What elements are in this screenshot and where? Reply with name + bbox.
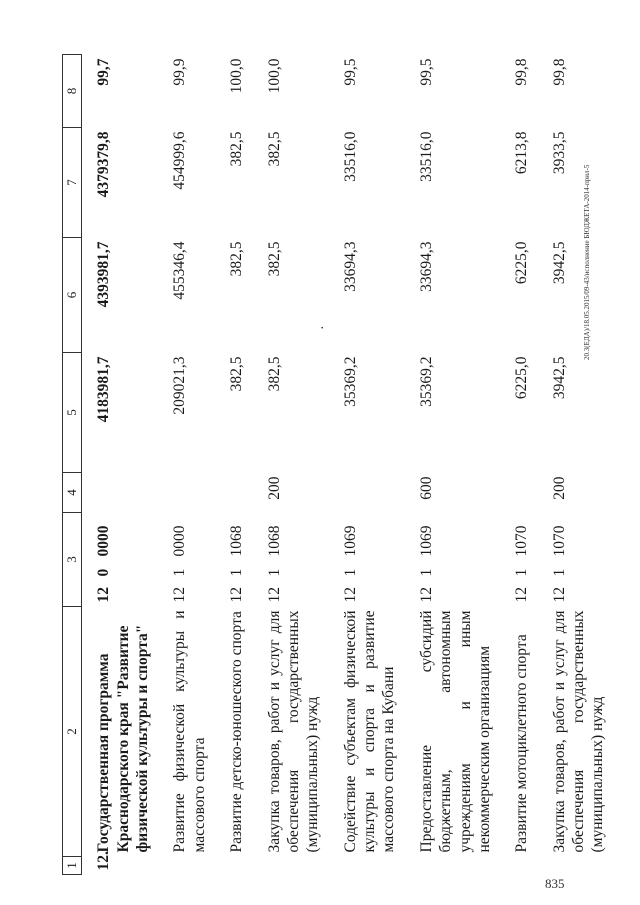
row-number: [253, 857, 329, 875]
row-value-5: 382,5: [228, 356, 246, 392]
row-value-6: 3942,5: [550, 241, 568, 285]
row-name: Содействие субъектам физической культуры и спорта и развитие массового спорта на Кубани: [341, 610, 398, 853]
row-code-d: [215, 472, 252, 512]
row-code-c: 1070: [513, 525, 531, 557]
colnum-6: 6: [63, 237, 82, 352]
row-value-7: 454999,6: [171, 131, 189, 190]
row-value-8: 99,8: [550, 58, 568, 86]
row-value-5: 35369,2: [417, 356, 435, 407]
colnum-5: 5: [63, 352, 82, 472]
table-row: [538, 54, 614, 874]
row-value-6: 382,5: [228, 241, 246, 277]
row-code-d: [82, 472, 159, 512]
row-name: Развитие физической культуры и массового спорта: [171, 610, 208, 853]
row-value-8: 99,5: [341, 58, 359, 86]
footer-file-code: 20.3(ЕДА)/18.05.2015/09-43/исполнение БЮДЖЕТА-2014-прил-5: [583, 164, 591, 360]
column-number-row: [63, 54, 82, 874]
colnum-8: 8: [63, 54, 82, 127]
row-value-7: 3933,5: [550, 131, 568, 175]
colnum-3: 3: [63, 512, 82, 606]
row-value-6: 33694,3: [341, 241, 359, 292]
row-code-b: 1: [417, 568, 435, 577]
table-row: [500, 54, 537, 874]
colnum-7: 7: [63, 127, 82, 237]
row-value-7: 6213,8: [513, 131, 531, 175]
row-code-a: 12: [550, 587, 568, 603]
row-code-c: 0000: [95, 525, 113, 557]
row-name: Развитие детско-юношеского спорта: [228, 611, 246, 853]
row-code-c: 1068: [265, 525, 283, 557]
row-value-5: 35369,2: [341, 356, 359, 407]
row-value-7: 33516,0: [341, 131, 359, 182]
row-value-8: 100,0: [265, 58, 283, 94]
row-value-6: 4393981,7: [95, 241, 113, 308]
table-body: [63, 54, 614, 874]
row-value-7: 33516,0: [417, 131, 435, 182]
row-code-c: 1068: [228, 525, 246, 557]
row-value-8: 99,5: [417, 58, 435, 86]
table-row: [405, 54, 501, 874]
row-code-c: 1070: [550, 525, 568, 557]
budget-table: [62, 54, 614, 875]
row-code-b: 0: [95, 568, 113, 577]
colnum-2: 2: [63, 607, 82, 857]
row-code-b: 1: [341, 568, 359, 577]
row-name: Предоставление субсидий бюджетным, автономным учреждениям и иным некоммерческим организациям: [417, 610, 493, 853]
row-value-5: 209021,3: [171, 356, 189, 415]
row-value-6: 33694,3: [417, 241, 435, 292]
row-value-5: 3942,5: [550, 356, 568, 400]
row-code-d: [158, 472, 215, 512]
row-code-a: 12: [513, 587, 531, 603]
row-value-7: 4379379,8: [95, 131, 113, 198]
table-row: [158, 54, 215, 874]
stray-dot-mark: ·: [316, 325, 331, 330]
row-value-6: 6225,0: [513, 241, 531, 285]
row-code-a: 12: [228, 587, 246, 603]
row-number: [538, 857, 614, 875]
row-code-d: [500, 472, 537, 512]
row-number: [158, 857, 215, 875]
row-code-b: 1: [550, 568, 568, 577]
row-value-6: 455346,4: [171, 241, 189, 300]
row-number: [500, 857, 537, 875]
row-value-5: 6225,0: [513, 356, 531, 400]
row-name: Закупка товаров, работ и услуг для обеспечения государственных (муниципальных) нужд: [550, 610, 607, 853]
row-code-b: 1: [265, 568, 283, 577]
row-code-a: 12: [95, 587, 113, 603]
row-number: [405, 857, 501, 875]
row-name: Развитие мотоциклетного спорта: [513, 634, 531, 853]
row-name: Закупка товаров, работ и услуг для обеспечения государственных (муниципальных) нужд: [265, 610, 322, 853]
colnum-1: 1: [63, 857, 82, 875]
row-value-6: 382,5: [265, 241, 283, 277]
row-value-7: 382,5: [265, 131, 283, 167]
table-row: [253, 54, 329, 874]
row-code-b: 1: [228, 568, 246, 577]
row-code-c: 1069: [341, 525, 359, 557]
row-value-8: 100,0: [228, 58, 246, 94]
row-code-d: [329, 472, 405, 512]
row-number: 12.: [95, 851, 113, 871]
colnum-4: 4: [63, 472, 82, 512]
row-code-a: 12: [341, 587, 359, 603]
row-value-7: 382,5: [228, 131, 246, 167]
table-row: [82, 54, 159, 874]
row-value-5: 4183981,7: [95, 356, 113, 423]
table-row: [329, 54, 405, 874]
table-row: [215, 54, 252, 874]
row-code-d: 200: [265, 476, 283, 500]
row-code-a: 12: [171, 587, 189, 603]
row-code-d: 600: [417, 476, 435, 500]
row-code-c: 1069: [417, 525, 435, 557]
row-value-8: 99,8: [513, 58, 531, 86]
row-code-b: 1: [171, 568, 189, 577]
row-code-c: 0000: [171, 525, 189, 557]
page-number: 835: [545, 876, 565, 891]
row-number: [329, 857, 405, 875]
row-name: Государственная программа Краснодарского края "Развитие физической культуры и спорта": [95, 624, 151, 853]
row-number: [215, 857, 252, 875]
row-code-b: 1: [513, 568, 531, 577]
row-value-5: 382,5: [265, 356, 283, 392]
row-code-a: 12: [265, 587, 283, 603]
row-value-8: 99,7: [95, 58, 113, 86]
row-code-d: 200: [550, 476, 568, 500]
row-code-a: 12: [417, 587, 435, 603]
row-value-8: 99,9: [171, 58, 189, 86]
